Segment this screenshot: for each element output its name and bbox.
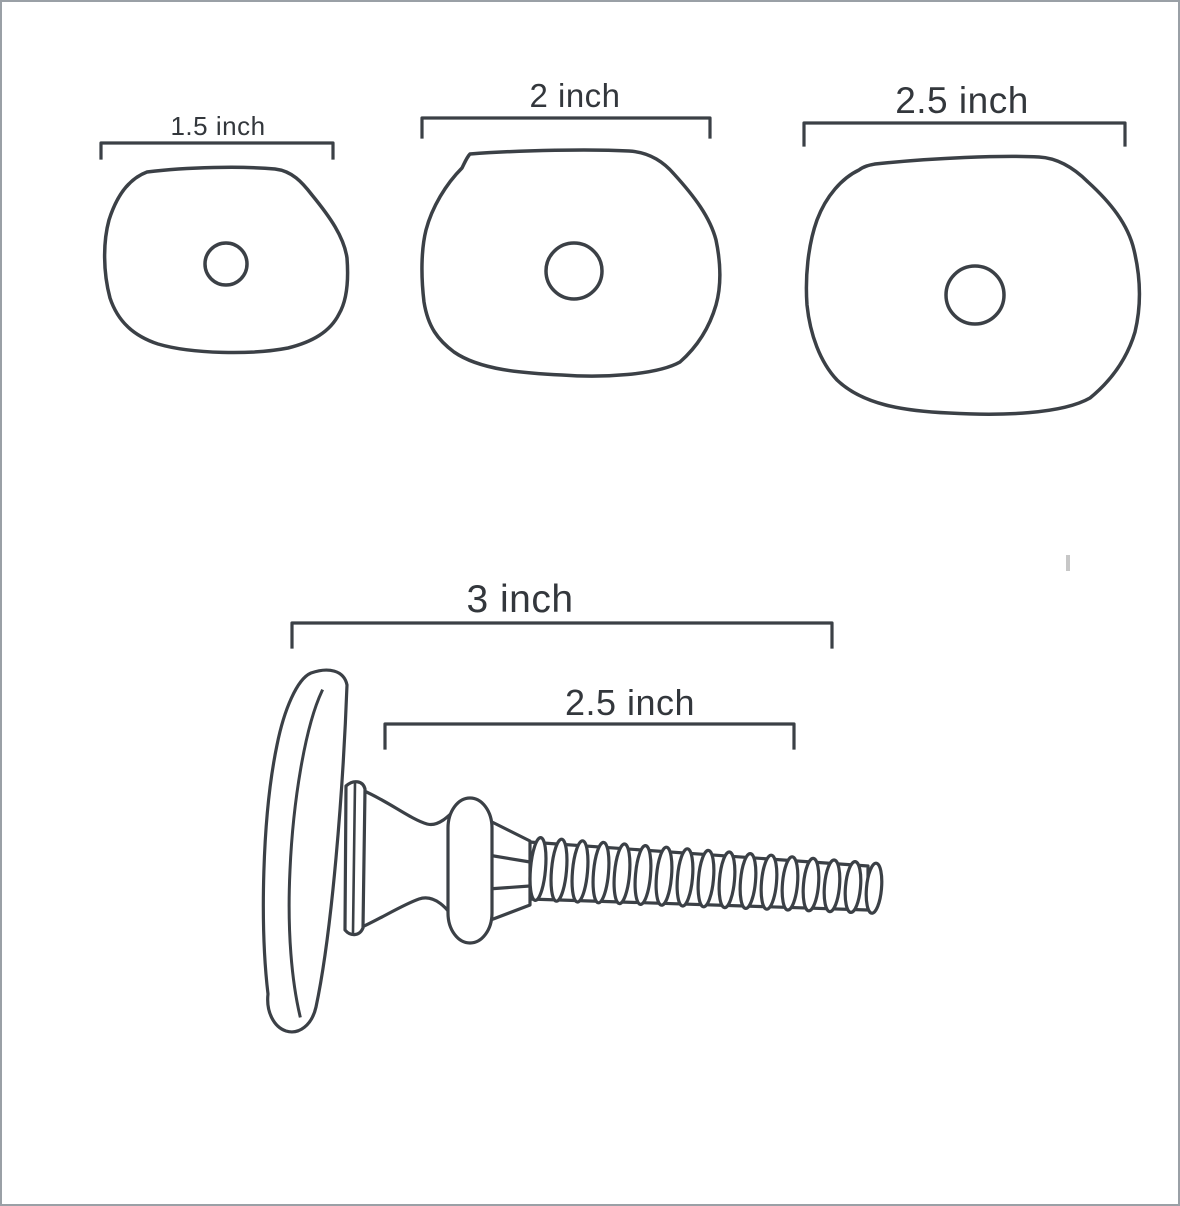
hex-nut: [488, 820, 530, 921]
dimension-label-3-inch-overall: 3 inch: [466, 578, 574, 621]
dimension-bracket-2-inch: [422, 118, 710, 137]
dimension-label-2-5-inch-screw: 2.5 inch: [564, 682, 696, 723]
screw-threads: [528, 837, 884, 914]
dimension-label-2-5-inch: 2.5 inch: [895, 80, 1029, 121]
washer: [448, 798, 492, 943]
knob-face-small-drawing: [105, 167, 348, 352]
knob-disc: [263, 670, 347, 1032]
dimension-label-2-inch: 2 inch: [529, 77, 621, 114]
dimension-bracket-3-inch-overall: [292, 623, 832, 647]
dimension-label-1-5-inch: 1.5 inch: [170, 111, 266, 141]
knob-face-medium-drawing: [422, 150, 720, 376]
dimension-bracket-1-5-inch: [101, 143, 333, 158]
line-art-layer: [2, 2, 1180, 1206]
dimension-bracket-2-5-inch-screw: [385, 724, 794, 748]
dimension-bracket-2-5-inch: [804, 123, 1125, 145]
scan-artifact-mark: [1066, 555, 1070, 571]
knob-face-large-drawing: [806, 156, 1139, 414]
collar: [345, 782, 365, 935]
knob-neck: [360, 790, 460, 928]
